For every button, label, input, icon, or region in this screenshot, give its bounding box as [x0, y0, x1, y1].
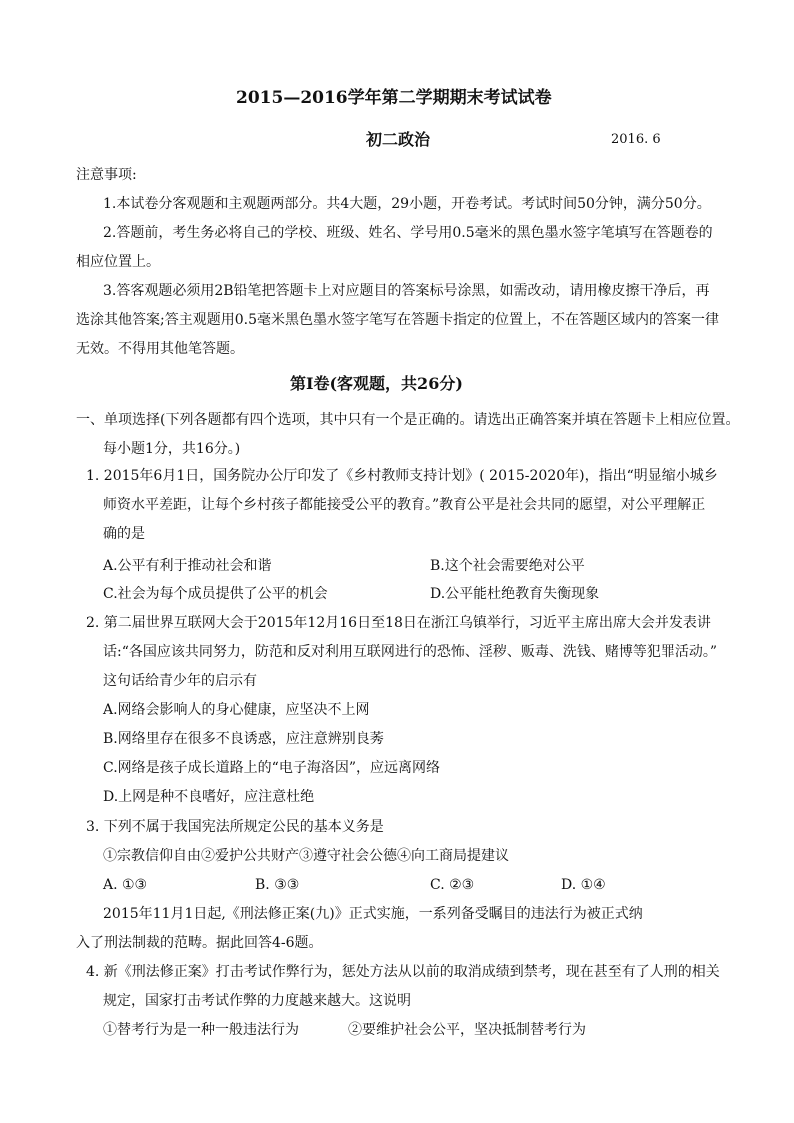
notice-line: 1.本试卷分客观题和主观题两部分。共4大题，29小题，开卷考试。考试时间50分钟，满分50分。 — [103, 196, 711, 212]
question-2-option-b: B.网络里存在很多不良诱惑，应注意辨别良莠 — [103, 731, 384, 747]
section-instruction: 一、单项选择(下列各题都有四个选项，其中只有一个是正确的。请选出正确答案并填在答题卡上相应位置。 — [76, 412, 740, 428]
question-3-option-a: A. ①③ — [103, 877, 148, 893]
notice-line: 选涂其他答案;答主观题用0.5毫米黑色墨水签字笔写在答题卡指定的位置上，不在答题区域内的答案一律 — [76, 312, 719, 328]
question-1-option-b: B.这个社会需要绝对公平 — [430, 558, 585, 574]
question-2-stem: 这句话给青少年的启示有 — [103, 673, 257, 689]
question-3-option-b: B. ③③ — [255, 877, 300, 893]
exam-subject: 初二政治 — [366, 130, 431, 149]
question-2-option-d: D.上网是种不良嗜好，应注意杜绝 — [103, 789, 315, 805]
notice-line: 2.答题前，考生务必将自己的学校、班级、姓名、学号用0.5毫米的黑色墨水签字笔填写在答题卷的 — [103, 225, 713, 241]
question-1-option-a: A.公平有利于推动社会和谐 — [103, 558, 272, 574]
question-1-stem: 1. 2015年6月1日，国务院办公厅印发了《乡村教师支持计划》( 2015-2020年)，指出“明显缩小城乡 — [86, 468, 718, 484]
question-4-stem: 4. 新《刑法修正案》打击考试作弊行为，惩处方法从以前的取消成绩到禁考，现在甚至有了人刑的相关 — [86, 964, 720, 980]
question-3-option-d: D. ①④ — [561, 877, 606, 893]
context-paragraph: 2015年11月1日起,《刑法修正案(九)》正式实施，一系列备受瞩目的违法行为被正式纳 — [103, 906, 643, 922]
question-1-option-d: D.公平能杜绝教育失衡现象 — [430, 586, 600, 602]
question-1-option-c: C.社会为每个成员提供了公平的机会 — [103, 586, 328, 602]
exam-date: 2016. 6 — [611, 132, 661, 147]
question-3-items: ①宗教信仰自由②爱护公共财产③遵守社会公德④向工商局提建议 — [103, 848, 509, 864]
notice-heading: 注意事项: — [76, 167, 137, 183]
question-4-stem: 规定，国家打击考试作弊的力度越来越大。这说明 — [103, 993, 411, 1009]
question-2-stem: 话:“各国应该共同努力，防范和反对利用互联网进行的恐怖、淫秽、贩毒、洗钱、赌博等犯罪活动。” — [103, 644, 718, 660]
notice-line: 3.答客观题必须用2B铅笔把答题卡上对应题目的答案标号涂黑，如需改动，请用橡皮擦干净后，再 — [103, 283, 710, 299]
question-3-stem: 3. 下列不属于我国宪法所规定公民的基本义务是 — [86, 819, 384, 835]
notice-line: 无效。不得用其他笔答题。 — [76, 341, 244, 357]
question-2-option-c: C.网络是孩子成长道路上的“电子海洛因”，应远离网络 — [103, 760, 440, 776]
question-1-stem: 师资水平差距，让每个乡村孩子都能接受公平的教育。”教育公平是社会共同的愿望，对公平理解正 — [103, 497, 706, 513]
question-1-stem: 确的是 — [103, 526, 145, 542]
notice-line: 相应位置上。 — [76, 254, 160, 270]
question-4-item-1: ①替考行为是一种一般违法行为 — [103, 1022, 299, 1038]
section-instruction: 每小题1分，共16分。) — [103, 441, 241, 457]
question-2-stem: 2. 第二届世界互联网大会于2015年12月16日至18日在浙江乌镇举行，习近平主席出席大会并发表讲 — [86, 615, 711, 631]
context-paragraph: 入了刑法制裁的范畴。据此回答4-6题。 — [76, 935, 323, 951]
question-2-option-a: A.网络会影响人的身心健康，应坚决不上网 — [103, 702, 370, 718]
section-title: 第Ⅰ卷(客观题，共26分) — [290, 374, 463, 393]
question-3-option-c: C. ②③ — [430, 877, 475, 893]
question-4-item-2: ②要维护社会公平，坚决抵制替考行为 — [348, 1022, 586, 1038]
exam-title: 2015—2016学年第二学期期末考试试卷 — [236, 88, 552, 108]
